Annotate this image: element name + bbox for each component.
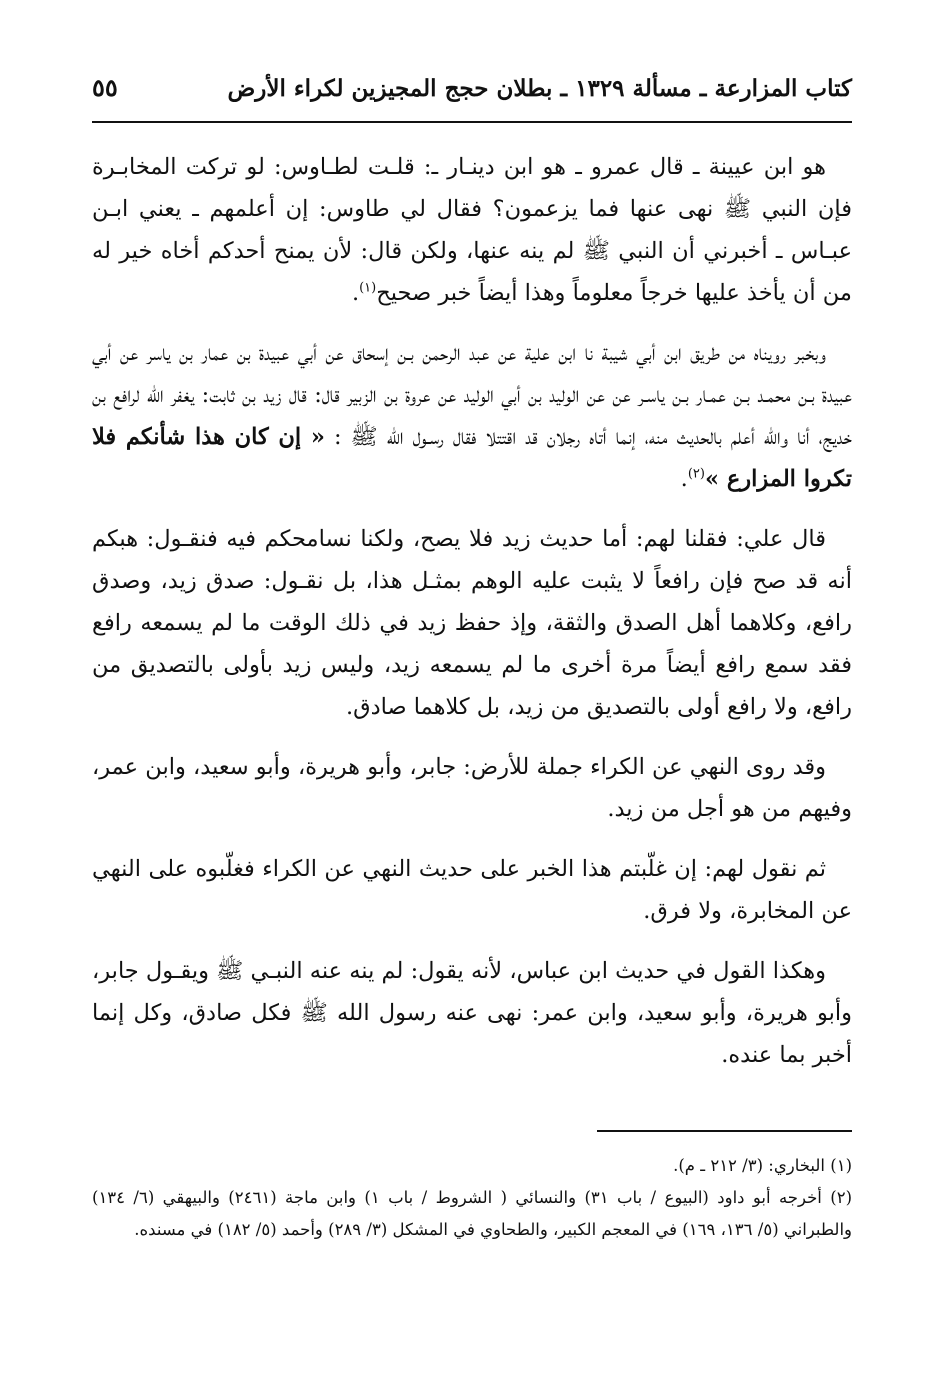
paragraph-5-text: ثم نقول لهم: إن غلّبتم هذا الخبر على حديث النهي عن الكراء فغلّبوه على النهي عن المخابرة، ولا فرق.	[92, 856, 852, 924]
footnote-1: (١) البخاري: (٣/ ٢١٢ ـ م).	[673, 1156, 852, 1175]
footnotes	[92, 1150, 852, 1246]
page-number: ٥٥	[92, 73, 118, 102]
paragraph-3	[92, 518, 852, 728]
hadith-quote: « إن كان هذا شأنكم فلا تكروا المزارع »	[92, 424, 852, 492]
paragraph-1-text: هو ابن عيينة ـ قال عمرو ـ هو ابن دينـار ـ: قلـت لطـاوس: لو تركت المخابـرة فإن النبي ﷺ نهى عنها فما يزعمون؟ فقال لي طاوس: إن أعلمهم ـ يعني ابـن عبـاس ـ أخبرني أن النبي ﷺ لم ينه عنها، ولكن قال: لأن يمنح أحدكم أخاه خير له من أن يأخذ عليها خرجاً معلوماً وهذا أيضاً خبر صحيح	[92, 154, 852, 306]
paragraph-2-end: .	[680, 466, 688, 492]
paragraph-1	[92, 146, 852, 314]
running-header	[92, 62, 852, 102]
paragraph-4	[92, 746, 852, 830]
header-title: كتاب المزارعة ـ مسألة ١٣٢٩ ـ بطلان حجج المجيزين لكراء الأرض	[227, 75, 852, 102]
paragraph-2	[92, 332, 852, 500]
paragraph-5	[92, 848, 852, 932]
body-text	[92, 146, 852, 1094]
header-rule	[92, 121, 852, 123]
footnote-2: (٢) أخرجه أبو داود (البيوع / باب ٣١) والنسائي ( الشروط / باب ١) وابن ماجة (٢٤٦١) والبيهقي (٦/ ١٣٤) والطبراني (٥/ ١٣٦، ١٦٩) في المعجم الكبير، والطحاوي في المشكل (٣/ ٢٨٩) وأحمد (٥/ ١٨٢) في مسنده.	[92, 1188, 853, 1239]
paragraph-6-text: وهكذا القول في حديث ابن عباس، لأنه يقول: لم ينه عنه النبـي ﷺ ويقـول جابر، وأبو هريرة، وأبو سعيد، وابن عمر: نهى عنه رسول الله ﷺ فكل صادق، وكل إنما أخبر بما عنده.	[92, 958, 852, 1068]
paragraph-4-text: وقد روى النهي عن الكراء جملة للأرض: جابر، وأبو هريرة، وأبو سعيد، وابن عمر، وفيهم من هو أجل من زيد.	[92, 754, 852, 822]
footnote-rule	[597, 1130, 852, 1132]
paragraph-2-text: وبخبر رويناه من طريق ابن أبي شيبة نا ابن علية عن عبد الرحمن بـن إسحاق عن أبي عبيدة بن عمار بن ياسر عن أبي عبيدة بـن محمـد بـن عمـار بـن ياسـر عن عن الوليد بن أبي الوليد عن عروة بن الزبير قال: قال زيد بن ثابت: يغفر الله لرافع بن خديج، أنا والله أعلم بالحديث منه، إنما أتاه رجلان قد اقتتلا فقال رسـول الله ﷺ :	[92, 340, 852, 450]
paragraph-6	[92, 950, 852, 1076]
paragraph-1-end: .	[351, 280, 360, 306]
footnote-ref-1: (١)	[359, 280, 377, 296]
paragraph-3-text: قال علي: فقلنا لهم: أما حديث زيد فلا يصح، ولكنا نسامحكم فيه فنقـول: هبكم أنه قد صح فإن رافعاً لا يثبت عليه الوهم بمثـل هذا، بل نقـول: صدق زيد، وصدق رافع، وكلاهما أهل الصدق والثقة، وإذ حفظ زيد في ذلك الوقت ما لم يسمعه رافع فقد سمع رافع أيضاً مرة أخرى ما لم يسمعه زيد، وليس زيد بأولى بالتصديق من رافع، ولا رافع أولى بالتصديق من زيد، بل كلاهما صادق.	[92, 526, 852, 720]
footnote-ref-2: (٢)	[687, 466, 705, 482]
